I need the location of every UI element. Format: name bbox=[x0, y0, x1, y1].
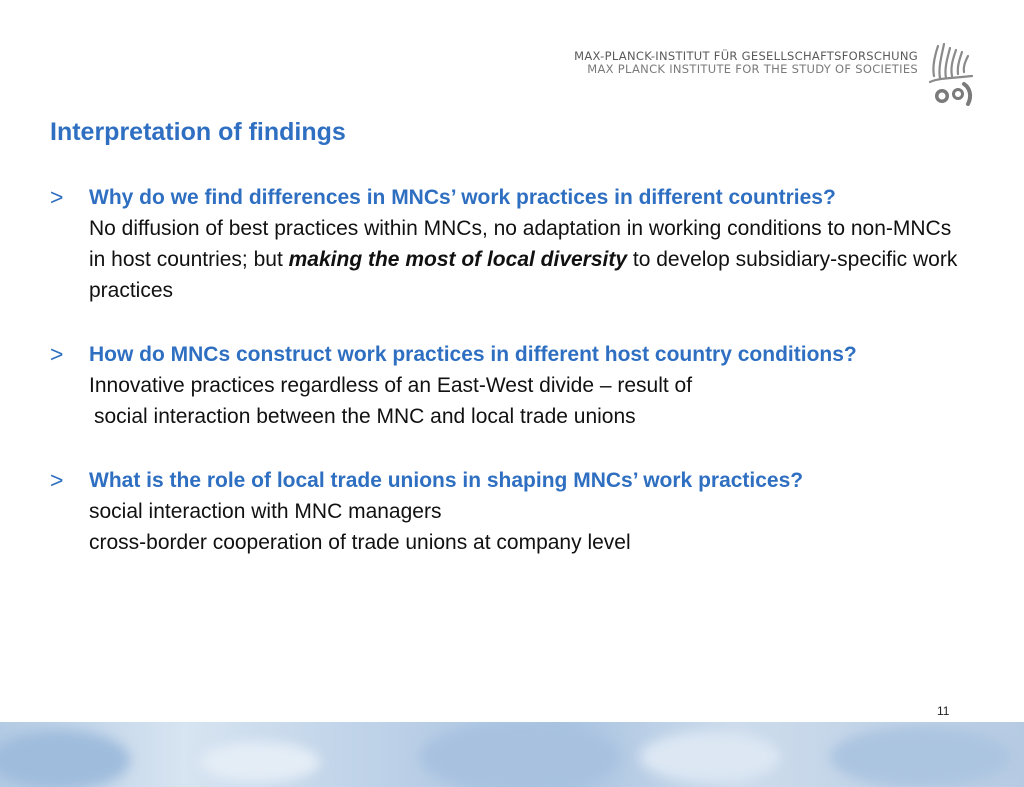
answer-line: social interaction between the MNC and local trade unions bbox=[94, 405, 636, 428]
findings-list bbox=[50, 182, 970, 591]
bullet-arrow-icon: > bbox=[50, 341, 64, 367]
answer-line: cross-border cooperation of trade unions at company level bbox=[89, 531, 631, 554]
mpifg-logo-icon bbox=[924, 38, 984, 110]
institute-name-en: MAX PLANCK INSTITUTE FOR THE STUDY OF SOCIETIES bbox=[587, 62, 918, 76]
answer-line: Innovative practices regardless of an East-West divide – result of bbox=[89, 374, 693, 397]
answer-emphasis: making the most of local diversity bbox=[288, 248, 628, 271]
question-text: What is the role of local trade unions in shaping MNCs’ work practices? bbox=[89, 469, 804, 492]
answer-line: social interaction with MNC managers bbox=[89, 500, 442, 523]
institute-header bbox=[574, 50, 918, 76]
list-item bbox=[50, 465, 970, 558]
answer-text bbox=[89, 213, 970, 306]
question-text: How do MNCs construct work practices in different host country conditions? bbox=[89, 343, 857, 366]
list-item bbox=[50, 339, 970, 432]
answer-text-part: to develop subsidiary-specific work practices bbox=[89, 248, 958, 302]
footer-band bbox=[0, 722, 1024, 787]
list-item bbox=[50, 182, 970, 306]
slide-title: Interpretation of findings bbox=[50, 118, 346, 146]
page-number: 11 bbox=[937, 704, 950, 718]
institute-name-de: MAX-PLANCK-INSTITUT FÜR GESELLSCHAFTSFORSCHUNG bbox=[574, 49, 918, 63]
bullet-arrow-icon: > bbox=[50, 184, 64, 210]
question-text: Why do we find differences in MNCs’ work practices in different countries? bbox=[89, 186, 836, 209]
bullet-arrow-icon: > bbox=[50, 467, 64, 493]
answer-text-part: No diffusion of best practices within MNCs, no adaptation in working conditions to non-MNCs in host countries; but bbox=[89, 217, 952, 271]
